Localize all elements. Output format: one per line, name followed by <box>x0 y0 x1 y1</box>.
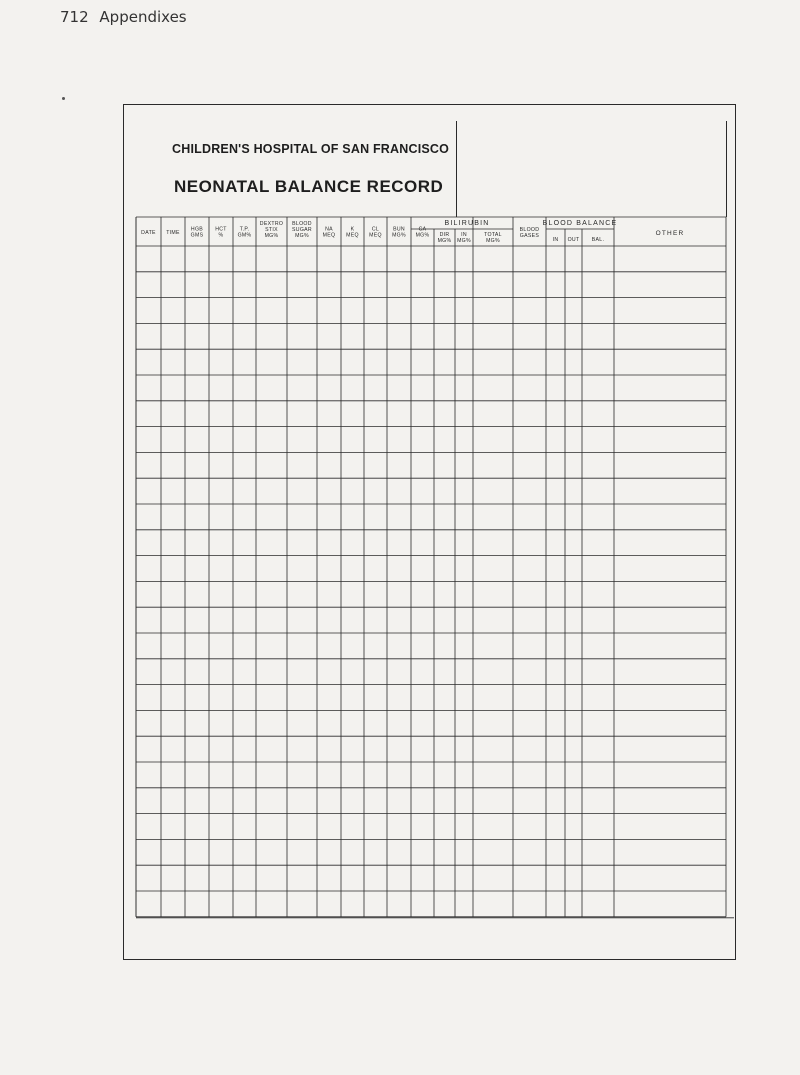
page-header <box>60 8 187 26</box>
col-blood-sugar: BLOOD <box>292 221 312 227</box>
col-bili-total: MG% <box>486 238 500 244</box>
balance-record-form <box>123 104 736 960</box>
col-cl: CL <box>371 226 380 233</box>
col-blood-sugar: MG% <box>295 233 309 239</box>
form-title: NEONATAL BALANCE RECORD <box>174 177 444 196</box>
group-bilirubin: BILIRUBIN <box>444 220 490 227</box>
col-hgb: HGB <box>190 226 204 233</box>
col-k: K <box>350 226 355 233</box>
page-number: 712 <box>60 8 89 26</box>
section-title: Appendixes <box>99 8 187 26</box>
col-bb-out: OUT <box>567 237 580 243</box>
stray-mark <box>62 97 65 100</box>
group-blood-balance: BLOOD BALANCE <box>542 220 618 227</box>
col-cl: MEQ <box>369 232 382 239</box>
col-bb-bal: BAL. <box>591 237 605 243</box>
col-tp: T.P. <box>239 226 250 233</box>
col-hgb: GMS <box>190 232 204 239</box>
col-ca: CA <box>418 226 427 233</box>
col-bun: MG% <box>392 232 406 239</box>
col-blood-gases: BLOOD <box>519 227 540 233</box>
col-hct: % <box>218 232 224 239</box>
hospital-name: CHILDREN'S HOSPITAL OF SAN FRANCISCO <box>172 142 450 156</box>
col-date: DATE <box>141 230 156 236</box>
col-tp: GM% <box>237 232 252 239</box>
col-bb-in: IN <box>552 237 559 243</box>
col-blood-gases: GASES <box>519 233 540 239</box>
col-time: TIME <box>166 230 180 236</box>
col-blood-sugar: SUGAR <box>292 227 312 233</box>
col-na: NA <box>325 226 333 233</box>
col-bili-dir: MG% <box>437 238 452 244</box>
record-grid <box>124 105 734 958</box>
col-bili-in: MG% <box>457 238 471 244</box>
col-k: MEQ <box>346 232 359 239</box>
col-dextrostix: STIX <box>265 227 278 233</box>
col-ca: MG% <box>415 232 430 239</box>
col-bili-dir: DIR <box>439 232 450 238</box>
col-hct: HCT <box>215 226 227 233</box>
col-bili-in: IN <box>461 232 467 238</box>
col-dextrostix: MG% <box>264 233 279 239</box>
col-other: OTHER <box>655 230 685 237</box>
col-na: MEQ <box>322 232 336 239</box>
col-dextrostix: DEXTRO <box>259 221 284 227</box>
col-bili-total: TOTAL <box>484 232 502 238</box>
col-bun: BUN <box>393 226 405 233</box>
